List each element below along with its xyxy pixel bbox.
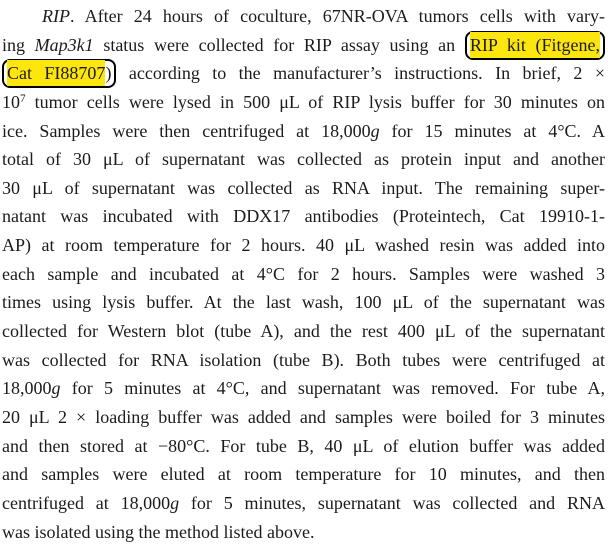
text-segment: according to the manufacturer’s instructions. In brief, 2 × <box>116 63 605 84</box>
text-segment: Map3k1 <box>34 34 94 55</box>
text-segment: times using lysis buffer. At the last wash, 100 μL of the supernatant was <box>2 292 605 313</box>
highlighted-text: Cat FI88707 <box>7 60 105 86</box>
text-segment: was isolated using the method listed above. <box>2 521 315 542</box>
text-line <box>2 317 605 346</box>
text-segment: 18,000 <box>2 378 52 399</box>
text-line <box>2 231 605 260</box>
text-segment: for 5 minutes, supernatant was collected and RNA <box>179 492 605 513</box>
text-line <box>2 374 605 403</box>
text-segment: 10 <box>2 91 20 112</box>
text-segment: each sample and incubated at 4°C for 2 hours. Samples were washed 3 <box>2 263 605 284</box>
text-segment: g <box>170 492 180 513</box>
text-segment: . After 24 hours of coculture, 67NR-OVA tumors cells with vary- <box>69 6 605 26</box>
annotation-frame <box>2 59 116 88</box>
text-line <box>2 260 605 289</box>
text-line <box>2 59 605 88</box>
text-line <box>2 346 605 375</box>
text-segment: natant was incubated with DDX17 antibodies (Proteintech, Cat 19910-1- <box>2 206 605 227</box>
text-line <box>2 117 605 146</box>
text-segment: 7 <box>20 92 26 105</box>
text-segment: for 15 minutes at 4°C. A <box>379 120 606 141</box>
methods-paragraph <box>2 2 605 546</box>
text-segment: was collected for RNA isolation (tube B). Both tubes were centrifuged at <box>2 349 605 370</box>
text-line <box>2 489 605 518</box>
highlighted-text: RIP kit (Fitgene, <box>470 32 600 58</box>
text-segment: collected for Western blot (tube A), and the rest 400 μL of the supernatant <box>2 321 605 342</box>
text-line <box>2 31 605 60</box>
annotation-frame <box>465 31 605 60</box>
text-segment: 20 μL 2 × loading buffer was added and samples were boiled for 3 minutes <box>2 406 605 427</box>
text-line <box>2 460 605 489</box>
text-line <box>2 432 605 461</box>
text-segment: AP) at room temperature for 2 hours. 40 μL washed resin was added into <box>2 235 605 256</box>
text-line <box>2 174 605 203</box>
text-segment: and samples were eluted at room temperature for 10 minutes, and then <box>2 464 605 485</box>
text-line <box>2 88 605 117</box>
text-segment: ) <box>105 63 112 84</box>
text-segment: tumor cells were lysed in 500 μL of RIP lysis buffer for 30 minutes on <box>25 91 605 112</box>
text-line <box>2 2 605 31</box>
text-line <box>2 403 605 432</box>
text-segment: g <box>51 378 61 399</box>
text-segment: RIP <box>42 6 70 26</box>
text-line <box>2 145 605 174</box>
text-line <box>2 518 605 547</box>
text-segment: centrifuged at 18,000 <box>2 492 171 513</box>
text-line <box>2 202 605 231</box>
text-segment: total of 30 μL of supernatant was collected as protein input and another <box>2 149 605 170</box>
text-segment: status were collected for RIP assay using an <box>93 34 465 55</box>
text-segment: ice. Samples were then centrifuged at 18,000 <box>2 120 371 141</box>
text-segment: and then stored at −80°C. For tube B, 40 μL of elution buffer was added <box>2 435 605 456</box>
text-segment: for 5 minutes at 4°C, and supernatant was removed. For tube A, <box>60 378 605 399</box>
text-line <box>2 288 605 317</box>
text-segment: ing <box>2 34 35 55</box>
text-segment: g <box>370 120 380 141</box>
text-segment: 30 μL of supernatant was collected as RNA input. The remaining super- <box>2 177 605 198</box>
